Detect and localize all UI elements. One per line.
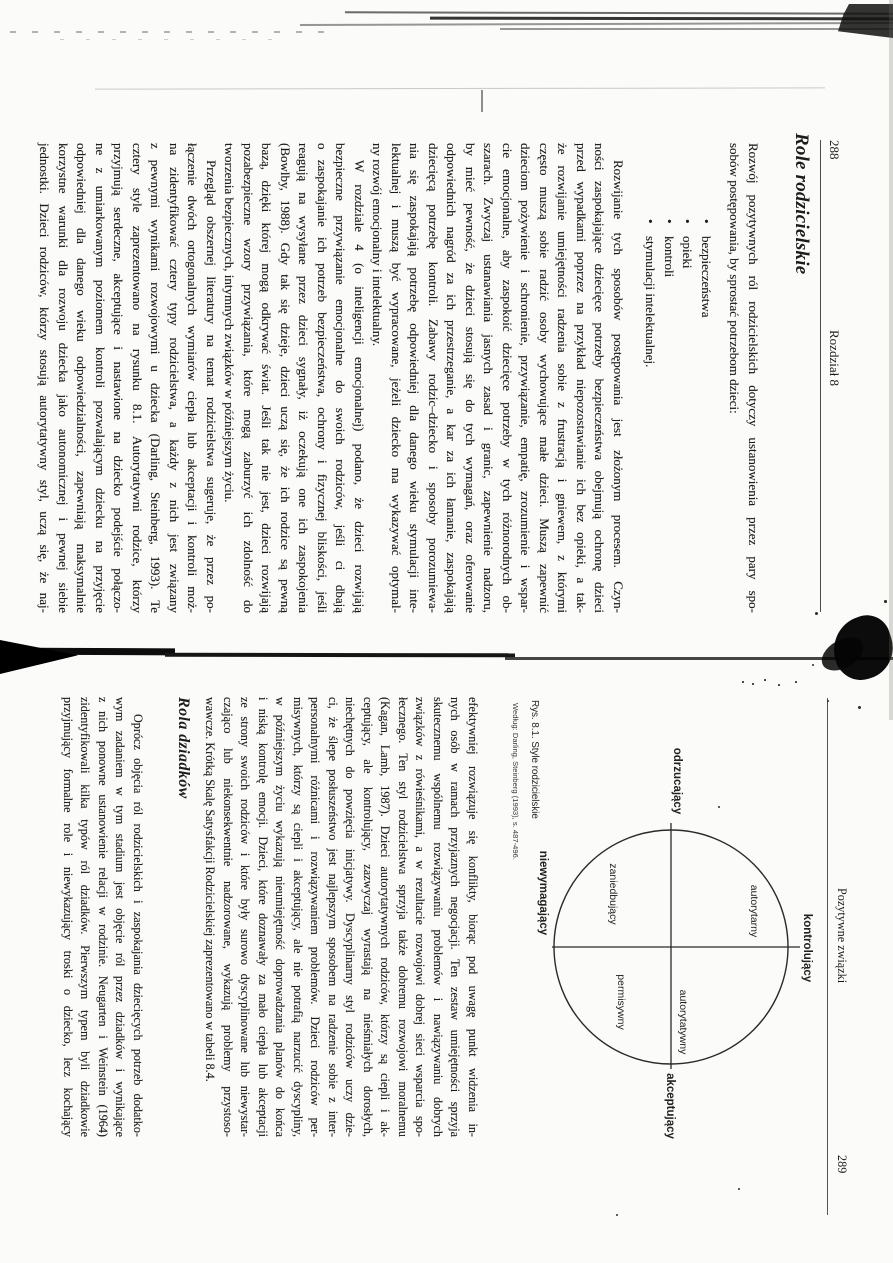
text-line: łecznego. Ten styl rodzicielstwa sprzyja także dobremu rozwojowi moralnemu	[396, 697, 410, 1137]
text-line: związków z rówieśnikami, a w rezultacie rozwojowi dobrej sieci wsparcia spo-	[413, 697, 428, 1137]
axis-label-controlling: kontrolujący	[801, 913, 813, 983]
text-line: ceptujący, ale kontrolujący, zazwyczaj wyrastają na nieśmiałych dorosłych,	[361, 697, 375, 1137]
text-line: Rozwijanie tych sposobów postępowania jest złożonym procesem. Czyn-	[611, 160, 626, 613]
quadrant-label-authoritarian: autorytarny	[748, 884, 760, 938]
scan-speckle-row	[10, 31, 340, 33]
text-line: na zidentyfikować cztery typy rodzicielstwa, a każdy z nich jest związany	[167, 143, 182, 613]
text-line: nych osób w ramach przyjaznych negocjacji. Ten zestaw umiejętności sprzyja	[448, 697, 463, 1137]
text-line: zidentyfikowali kilka typów ról dziadków. Pierwszym typem byli dziadkowie	[78, 697, 93, 1137]
text-line: niechętnych do powzięcia inicjatywy. Dyscyplinarny styl rodziców uczy dzie-	[343, 697, 358, 1137]
ink-speck	[884, 600, 887, 603]
page-288-body	[35, 143, 762, 613]
page-289-number: 289	[835, 1155, 849, 1174]
scan-speckle-row	[60, 39, 280, 40]
text-line: o zaspokajanie ich potrzeb bezpieczeństwa, ochrony i fizycznej bliskości, jeśli	[315, 143, 330, 613]
text-line: efektywniej rozwiązuje się konflikty, biorąc pod uwagę punkt widzenia in-	[466, 697, 480, 1137]
scan-streak	[500, 28, 893, 30]
figure-circle	[554, 830, 788, 1064]
text-line: że rozwijanie umiejętności radzenia sobie z frustracją i gniewem, z którymi	[555, 143, 571, 613]
text-line: w późniejszym życiu wykazują nieumiejętność doprowadzania planów do końca	[273, 697, 288, 1137]
text-line: (Bowlby, 1988). Gdy tak się dzieje, dzieci uczą się, że ich rodzice są pewną	[278, 143, 293, 613]
text-line: lektualnej i muszą być wypracowane, jeżeli dziecko ma wykazywać optymal-	[389, 143, 404, 613]
needs-bullet-list	[641, 143, 715, 613]
bullet-glyph: •	[699, 219, 714, 224]
text-line: ne z umiarkowanym poziomem kontroli pozwalającym dziecku na przyjęcie	[93, 143, 108, 613]
bullet-item: •kontroli	[660, 143, 679, 613]
text-line: bezpieczne przywiązanie emocjonalne do swoich rodziców, jeśli ci dbają	[333, 143, 349, 613]
text-line: (Kagan, Lamb, 1987). Dzieci autorytatywnych rodziców, którzy są ciepli i ak-	[378, 697, 393, 1137]
page-288-running-header	[820, 140, 842, 612]
text-line: łączenie dwóch ortogonalnych wymiarów ciepła lub akceptacji i kontroli moż-	[185, 143, 201, 613]
text-line: wym zadaniem w tym stadium jest objęcie ról przez dziadków i wynikające	[113, 697, 128, 1137]
section-title-rola-dziadkow: Rola dziadków	[175, 697, 192, 799]
page-288-chapter-label: Rozdział 8	[827, 330, 842, 386]
paragraph-w-rozdziale-4	[220, 143, 368, 613]
page-289-body-paragraph	[201, 697, 481, 1137]
paragraph-rozwijanie	[368, 143, 627, 613]
text-line: personalnymi różnicami i rozwiązywaniem problemów. Dzieci rodziców per-	[308, 697, 323, 1137]
page-edge-line	[95, 87, 825, 89]
text-line: ci, że ślepe posłuszeństwo jest najlepszym sposobem na radzenie sobie z inter-	[326, 697, 340, 1137]
bullet-glyph: •	[680, 219, 696, 224]
page-289	[25, 648, 852, 1263]
text-line: szarach. Zwyczaj ustanawiania jasnych zasad i granic, zapewnienie nadzoru,	[481, 143, 497, 613]
text-line: cztery style zaprezentowano na rysunku 8.1. Autorytatywni rodzice, którzy	[130, 143, 145, 613]
paragraph-przeglad	[35, 143, 220, 613]
text-line: przyjmują serdeczne, akceptujące i nastawione na dziecko podejście połączo-	[111, 143, 127, 613]
page-289-running-header	[827, 698, 849, 1215]
text-line: cie emocjonalne, aby zaspokoić dziecięce potrzeby w tych różnorodnych ob-	[500, 143, 515, 613]
axis-label-rejecting: odrzucający	[671, 747, 683, 815]
text-line: Przegląd obszernej literatury na temat rodzicielstwa sugeruje, że przez po-	[204, 160, 219, 613]
text-line: dziecięcą potrzebę kontroli. Zabawy rodzic–dziecko i sposoby porozumiewa-	[426, 143, 441, 613]
scan-streak	[300, 22, 893, 26]
bullet-glyph: •	[643, 219, 659, 224]
text-line: pozabezpieczne wzory przywiązania, które mogą zaburzyć ich zdolność do	[241, 143, 256, 613]
page-288-number: 288	[827, 140, 842, 160]
scan-streak	[430, 17, 893, 21]
text-line: skutecznemu wspólnemu rozwiązywaniu problemów i nawiązywaniu dobrych	[431, 697, 445, 1137]
bullet-item: •opieki	[678, 143, 697, 613]
bullet-item: •bezpieczeństwa	[697, 143, 716, 613]
text-line: ze strony swoich rodziców i które były surowo dyscyplinowane lub niewystar-	[238, 697, 253, 1137]
text-line: misywnych, którzy są ciepli i akceptujący, ale nie potrafią narzucić dyscypliny,	[291, 697, 305, 1137]
text-line: z pewnymi wynikami rozwojowymi u dziecka (Darling, Steinberg, 1993). Te	[148, 143, 164, 613]
ink-speck	[858, 706, 861, 709]
text-line: bazą, dzięki której mogą odkrywać świat. Jeśli tak nie jest, dzieci rozwijają	[259, 143, 275, 613]
text-line: Oprócz objęcia ról rodzicielskich i zaspokajania dziecięcych potrzeb dodatko-	[131, 714, 145, 1137]
text-line: i niską kontrolę emocji. Dzieci, które doznawały za mało ciepła lub akceptacji	[256, 697, 270, 1137]
text-line: sobów postępowania, by sprostać potrzebom dzieci:	[727, 143, 743, 414]
scan-corner-smudge	[838, 4, 893, 38]
text-line: by mieć pewność, że dzieci stosują się do tych wymagań, oraz oferowanie	[463, 143, 478, 613]
text-line: tworzenia bezpiecznych, intymnych związków w późniejszym życiu.	[222, 143, 238, 503]
text-line: ny rozwój emocjonalny i intelektualny.	[370, 143, 386, 347]
text-line: przed wypadkami poprzez na przykład niepozostawianie ich bez opieki, a tak-	[574, 143, 589, 613]
text-line: reagują na wysyłane przez dzieci sygnały, iż oczekują one ich zaspokojenia	[296, 143, 312, 613]
text-line: z nich ponowne ustanowienie relacji w rodzinie. Neugarten i Weinstein (1964)	[96, 697, 110, 1137]
text-line: ności zaspokajające dziecięce potrzeby bezpieczeństwa obejmują ochronę dzieci	[592, 143, 608, 613]
text-line: W rozdziale 4 (o inteligencji emocjonalnej) podano, że dzieci rozwijają	[352, 160, 367, 613]
figure-caption-title: Rys. 8.1. Style rodzicielskie	[529, 700, 540, 819]
text-line: jednostki. Dzieci rodziców, którzy stosują autorytatywny styl, uczą się, że naj-	[37, 143, 53, 613]
text-line: przyjmujący formalne role i niewykazujący troski o dziecko, lecz kochający	[61, 697, 75, 1137]
text-line: często muszą sobie radzić osoby wychowujące małe dzieci. Muszą zapewnić	[537, 143, 552, 613]
text-line: dzieciom pożywienie i schronienie, przywiązanie, empatię, zrozumienie i wspar-	[518, 143, 534, 613]
intro-paragraph	[725, 143, 762, 613]
text-line: nia się zaspokajają potrzebę odpowiedniej dla danego wieku stymulacji inte-	[407, 143, 423, 613]
scan-right-edge-shadow	[889, 0, 893, 720]
text-line: odpowiedniej dla danego wieku odpowiedzialności, zapewniają maksymalnie	[74, 143, 90, 613]
axis-label-accepting: akceptujący	[664, 1073, 676, 1139]
text-line: korzystne warunki dla rozwoju dziecka jako autonomicznej i pewnej siebie	[56, 143, 71, 613]
quadrant-label-neglecting: zaniedbujący	[607, 863, 619, 925]
text-line: wawcze. Krótką Skalę Satysfakcji Rodzicielskiej zaprezentowano w tabeli 8.4.	[203, 697, 218, 1082]
page-289-running-title: Pozytywne związki	[835, 888, 849, 984]
axis-label-undemanding: niewymagający	[537, 850, 549, 936]
page-288	[33, 95, 848, 630]
scan-streak	[345, 11, 893, 14]
text-line: Rozwój pozytywnych ról rodzicielskich dotyczy ustanowienia przez pary spo-	[746, 143, 761, 613]
text-line: czająco lub niekonsekwentnie nadzorowane, wykazują problemy przystoso-	[221, 697, 235, 1137]
bullet-glyph: •	[662, 219, 677, 224]
figure-caption-source: Według: Darling, Steinberg (1993), s. 487-496.	[511, 703, 520, 860]
text-line: odpowiednich nagród za ich przestrzeganie, a kar za ich łamanie, zaspokajają	[444, 143, 460, 613]
bullet-item: •stymulacji intelektualnej.	[641, 143, 660, 613]
section-title-role-rodzicielskie: Role rodzicielskie	[791, 133, 812, 275]
quadrant-label-authoritative: autorytatywny	[677, 989, 689, 1055]
paragraph-oprocz-objecia	[59, 697, 147, 1137]
quadrant-label-permissive: permisywny	[615, 974, 627, 1030]
